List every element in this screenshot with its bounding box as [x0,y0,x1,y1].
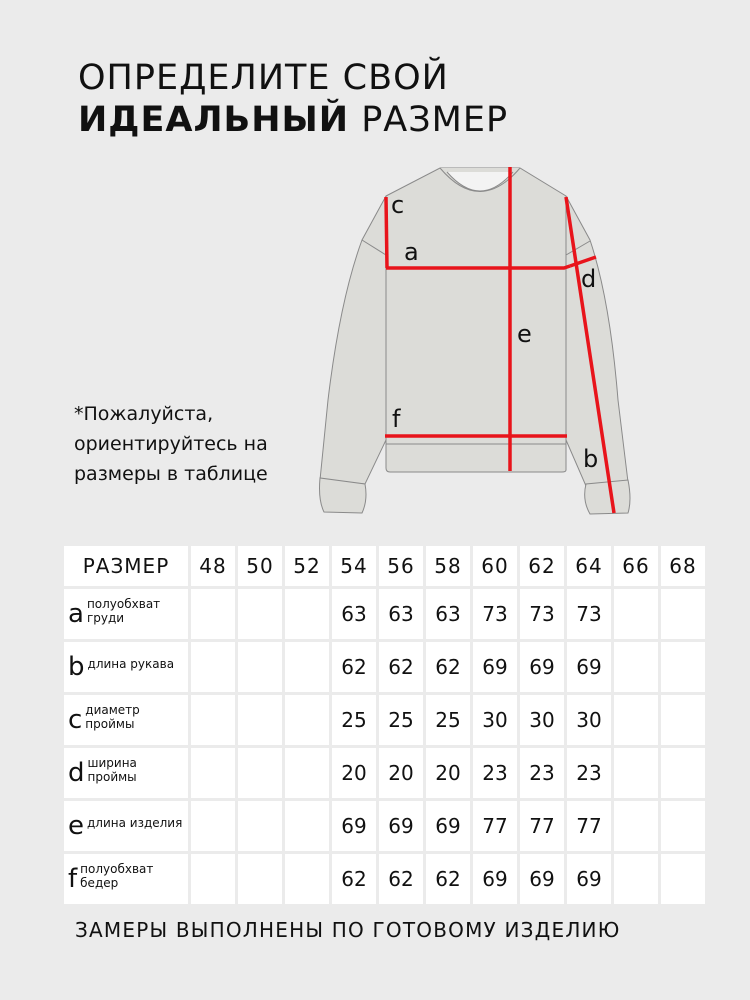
row-label-f [64,854,188,904]
table-cell [191,695,235,745]
title-line-1: ОПРЕДЕЛИТЕ СВОЙ [78,58,449,98]
table-cell [191,642,235,692]
table-cell: 25 [426,695,470,745]
row-label-e [64,801,188,851]
row-letter: d [68,758,85,788]
size-header-50: 50 [238,546,282,586]
left-sleeve [320,196,386,484]
table-cell [614,748,658,798]
right-sleeve [566,196,628,486]
size-header-68: 68 [661,546,705,586]
row-name: полуобхват бедер [80,862,154,890]
table-cell [661,748,705,798]
footer-note: ЗАМЕРЫ ВЫПОЛНЕНЫ ПО ГОТОВОМУ ИЗДЕЛИЮ [75,918,621,942]
note-text: *Пожалуйста, ориентируйтесь на размеры в таблице [74,403,268,485]
table-cell [191,589,235,639]
label-c: c [391,191,405,219]
table-cell: 63 [332,589,376,639]
table-cell: 69 [520,854,564,904]
row-label-a [64,589,188,639]
table-cell: 69 [520,642,564,692]
right-cuff [585,480,630,514]
table-cell [285,854,329,904]
row-letter: f [68,864,78,894]
table-cell [614,642,658,692]
table-cell [191,801,235,851]
table-cell [191,748,235,798]
table-cell: 23 [567,748,611,798]
table-cell [661,642,705,692]
title-rest: РАЗМЕР [349,100,509,140]
table-cell: 62 [332,642,376,692]
label-f: f [392,405,401,433]
row-name: длина рукава [87,657,175,671]
label-b: b [583,445,599,473]
label-a: a [404,238,419,266]
table-cell: 69 [567,854,611,904]
table-cell: 73 [473,589,517,639]
table-cell: 30 [520,695,564,745]
table-cell: 25 [379,695,423,745]
table-cell: 73 [520,589,564,639]
table-cell [238,748,282,798]
row-label-b [64,642,188,692]
size-header-66: 66 [614,546,658,586]
table-cell: 69 [473,642,517,692]
size-header-58: 58 [426,546,470,586]
table-cell [614,695,658,745]
row-name: длина изделия [87,816,183,830]
table-cell: 20 [332,748,376,798]
table-cell [661,695,705,745]
table-cell: 30 [567,695,611,745]
table-cell [614,854,658,904]
table-cell: 73 [567,589,611,639]
table-cell: 62 [426,642,470,692]
table-cell: 69 [426,801,470,851]
size-header-64: 64 [567,546,611,586]
size-header-62: 62 [520,546,564,586]
size-header-52: 52 [285,546,329,586]
table-cell [238,801,282,851]
size-header-label: РАЗМЕР [64,546,188,586]
table-cell: 23 [473,748,517,798]
table-cell [285,695,329,745]
table-cell [238,854,282,904]
row-label-c [64,695,188,745]
table-cell: 20 [426,748,470,798]
table-cell [661,854,705,904]
table-cell [238,589,282,639]
table-cell: 30 [473,695,517,745]
left-cuff [320,478,367,513]
table-cell: 23 [520,748,564,798]
row-letter: e [68,811,84,841]
table-cell [285,642,329,692]
row-letter: b [68,652,85,682]
table-cell: 69 [379,801,423,851]
table-cell: 69 [473,854,517,904]
table-cell [191,854,235,904]
table-cell [238,695,282,745]
table-cell [238,642,282,692]
table-cell: 69 [332,801,376,851]
table-cell [285,589,329,639]
size-header-60: 60 [473,546,517,586]
size-table [64,546,705,904]
size-header-56: 56 [379,546,423,586]
measure-c-line [386,197,387,268]
table-cell [661,801,705,851]
label-d: d [581,265,597,293]
table-cell [285,748,329,798]
table-cell [614,801,658,851]
table-cell: 63 [426,589,470,639]
table-cell: 62 [379,642,423,692]
body [386,168,566,472]
size-header-48: 48 [191,546,235,586]
measure-a-line [386,266,570,268]
table-cell: 62 [332,854,376,904]
row-letter: c [68,705,83,735]
row-name: ширина проймы [87,756,137,784]
title-bold: ИДЕАЛЬНЫЙ [78,100,350,140]
table-cell [285,801,329,851]
row-name: диаметр проймы [85,703,140,731]
row-letter: a [68,599,84,629]
table-cell: 77 [520,801,564,851]
table-cell: 62 [426,854,470,904]
table-cell: 20 [379,748,423,798]
table-cell: 69 [567,642,611,692]
table-cell: 62 [379,854,423,904]
table-cell [614,589,658,639]
row-name: полуобхват груди [86,597,161,625]
size-header-54: 54 [332,546,376,586]
label-e: e [517,320,532,348]
table-cell: 25 [332,695,376,745]
row-label-d [64,748,188,798]
table-cell [661,589,705,639]
table-cell: 63 [379,589,423,639]
table-cell: 77 [567,801,611,851]
table-cell: 77 [473,801,517,851]
